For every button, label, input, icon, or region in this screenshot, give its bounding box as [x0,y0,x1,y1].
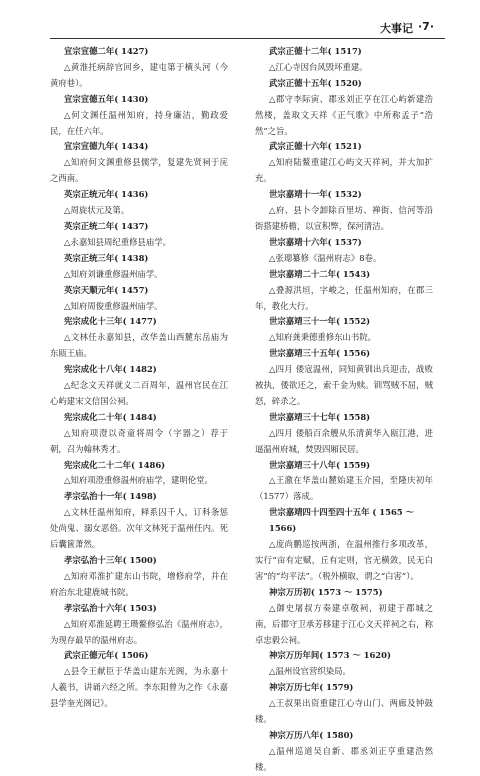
year-heading: 宪宗成化二十年( 1484) [64,411,157,422]
event-entry: △知府邓淮扩建东山书院，增修府学，并在府治东北建鹿城书院。 [50,570,228,597]
year-heading: 武宗正德十五年( 1520) [269,77,362,88]
event-entry: △何文渊任温州知府，持身廉洁，勤政爱民，在任六年。 [50,109,228,136]
year-heading: 世宗嘉靖三十一年( 1552) [269,316,371,327]
event-entry: △纪念文天祥就义二百周年，温州官民在江心屿建宋文信国公祠。 [50,380,228,406]
event-entry: △王叔果出资重建江心寺山门、两廊及钟鼓楼。 [255,698,433,725]
event-entry: △永嘉知县周纪重修县庙学。 [64,236,171,247]
event-entry: △知府龚秉德重修东山书院。 [269,332,376,343]
year-heading: 神宗万历年间( 1573 ～ 1620) [269,650,391,661]
left-column [50,44,228,712]
event-entry: △王激在华盖山麓始建玉介园，至隆庆初年（1577）落成。 [255,475,433,502]
event-entry: △知府周俊重修温州庙学。 [64,300,163,311]
event-entry: △县令王献臣于华盖山建东光阁，为永嘉十人羲书，讲诵六经之所。李东阳曾为之作《永嘉县学奎光阁记》。 [50,666,228,709]
event-entry: △四月 倭船百余艘从乐清黄华入瓯江港，进逼温州府城，焚毁四厢民居。 [255,427,433,454]
year-heading: 世宗嘉靖十一年( 1532) [269,189,362,200]
event-entry: △江心寺因台风毁坏重建。 [269,61,368,72]
year-heading: 英宗正统二年( 1437) [64,220,149,231]
event-entry: △府、县卜令卸除百里坊、禅街、信河等沿街搭建桥檐，以宣积弊，保河清洁。 [255,205,433,231]
section-title: 大事记 [380,22,413,35]
year-heading: 宪宗成化十八年( 1482) [64,364,157,375]
year-heading: 世宗嘉靖二十二年( 1543) [269,268,371,279]
year-heading: 宪宗成化十三年( 1477) [64,316,157,327]
event-entry: △知府邓淮延聘王瓒鳌修弘治《温州府志》，为现存最早的温州府志。 [50,618,228,645]
event-entry: △周旋状元及第。 [64,205,130,216]
year-heading: 世宗嘉靖三十七年( 1558) [269,411,371,422]
year-heading: 孝宗弘治十三年( 1500) [64,555,157,565]
event-entry: △知府刘谦重修温州庙学。 [64,268,163,279]
page-number: ·7· [418,20,435,33]
year-heading: 英宗正统元年( 1436) [64,189,149,200]
event-entry: △庞尚鹏巡按两浙，在温州推行多项改革，实行“亩有定赋，丘有定则，官无横敛，民无白害”的“均平法”。（税外横取，谓之“白害”）。 [255,539,433,581]
event-entry: △叠源洪垣，字峻之，任温州知府，在郡三年，教化大行。 [255,284,433,311]
event-entry: △四月 倭寇温州，同知黄钏出兵迎击，战败被执，倭欲还之，索千金为赎。钏骂贼不屈，贼怒，碎杀之。 [255,364,433,406]
event-entry: △黄淮托病辞官回乡，建屯第于横头河（今黄府巷）。 [50,61,228,88]
event-entry: △郡守李际寅、郡丞刘正亨在江心屿新建浩然楼，盖取文天祥《正气歌》中所称孟子“浩然”之旨。 [255,93,433,136]
page-header [0,0,480,44]
year-heading: 神宗万历七年( 1579) [269,682,354,693]
event-entry: △御史屠叔方奏建卓敬祠，初建于郡城之南，后郡守卫承芳移建于江心文天祥祠之右，称卓忠毅公祠。 [255,602,433,645]
year-heading: 宣宗宣德五年( 1430) [64,93,149,104]
event-entry: △张璁纂修《温州府志》8卷。 [269,252,382,263]
year-heading: 神宗万历初( 1573 ～ 1575) [269,586,383,597]
event-entry: △知府何文渊重修县儒学，复建先贤祠于庑之西南。 [50,157,228,184]
right-column [255,44,433,776]
year-heading: 神宗万历八年( 1580) [269,729,354,740]
year-heading: 武宗正德十二年( 1517) [269,46,362,56]
event-entry: △温州巡道吴自新、郡丞刘正亨重建浩然楼。 [255,745,433,772]
year-heading: 武宗正德元年( 1506) [64,650,149,661]
event-entry: △文林任永嘉知县，改华盖山西麓东岳庙为东瓯王庙。 [50,332,228,359]
header-rule [50,38,445,39]
year-heading: 英宗天顺元年( 1457) [64,284,149,295]
year-heading: 英宗正统三年( 1438) [64,252,149,263]
year-heading: 孝宗弘治十六年( 1503) [64,602,157,613]
year-heading: 武宗正德十六年( 1521) [269,141,362,152]
year-heading: 世宗嘉靖三十八年( 1559) [269,459,371,470]
event-entry: △文林任温州知府，释系囚千人，订科条惩处尚鬼、溺女恶俗。次年文林死于温州任内。死后囊篋萧然。 [50,507,228,550]
year-heading: 宣宗宣德九年( 1434) [64,141,149,152]
year-heading: 宣宗宣德二年( 1427) [64,46,149,56]
year-heading: 宪宗成化二十二年( 1486) [64,459,166,470]
year-heading: 世宗嘉靖四十四至四十五年 ( 1565 ～ 1566) [269,507,414,534]
event-entry: △温州设官营织染局。 [269,666,351,677]
year-heading: 孝宗弘治十一年( 1498) [64,491,157,502]
year-heading: 世宗嘉靖三十五年( 1556) [269,348,371,359]
event-entry: △知府陆鳌重建江心屿文天祥祠，并大加扩充。 [255,157,433,184]
year-heading: 世宗嘉靖十六年( 1537) [269,236,362,247]
event-entry: △知府项澄重修温州府庙学，建明伦堂。 [64,475,213,486]
event-entry: △知府项澄以奇童将周令（字器之）荐于朝，召为翰林秀才。 [50,427,228,454]
